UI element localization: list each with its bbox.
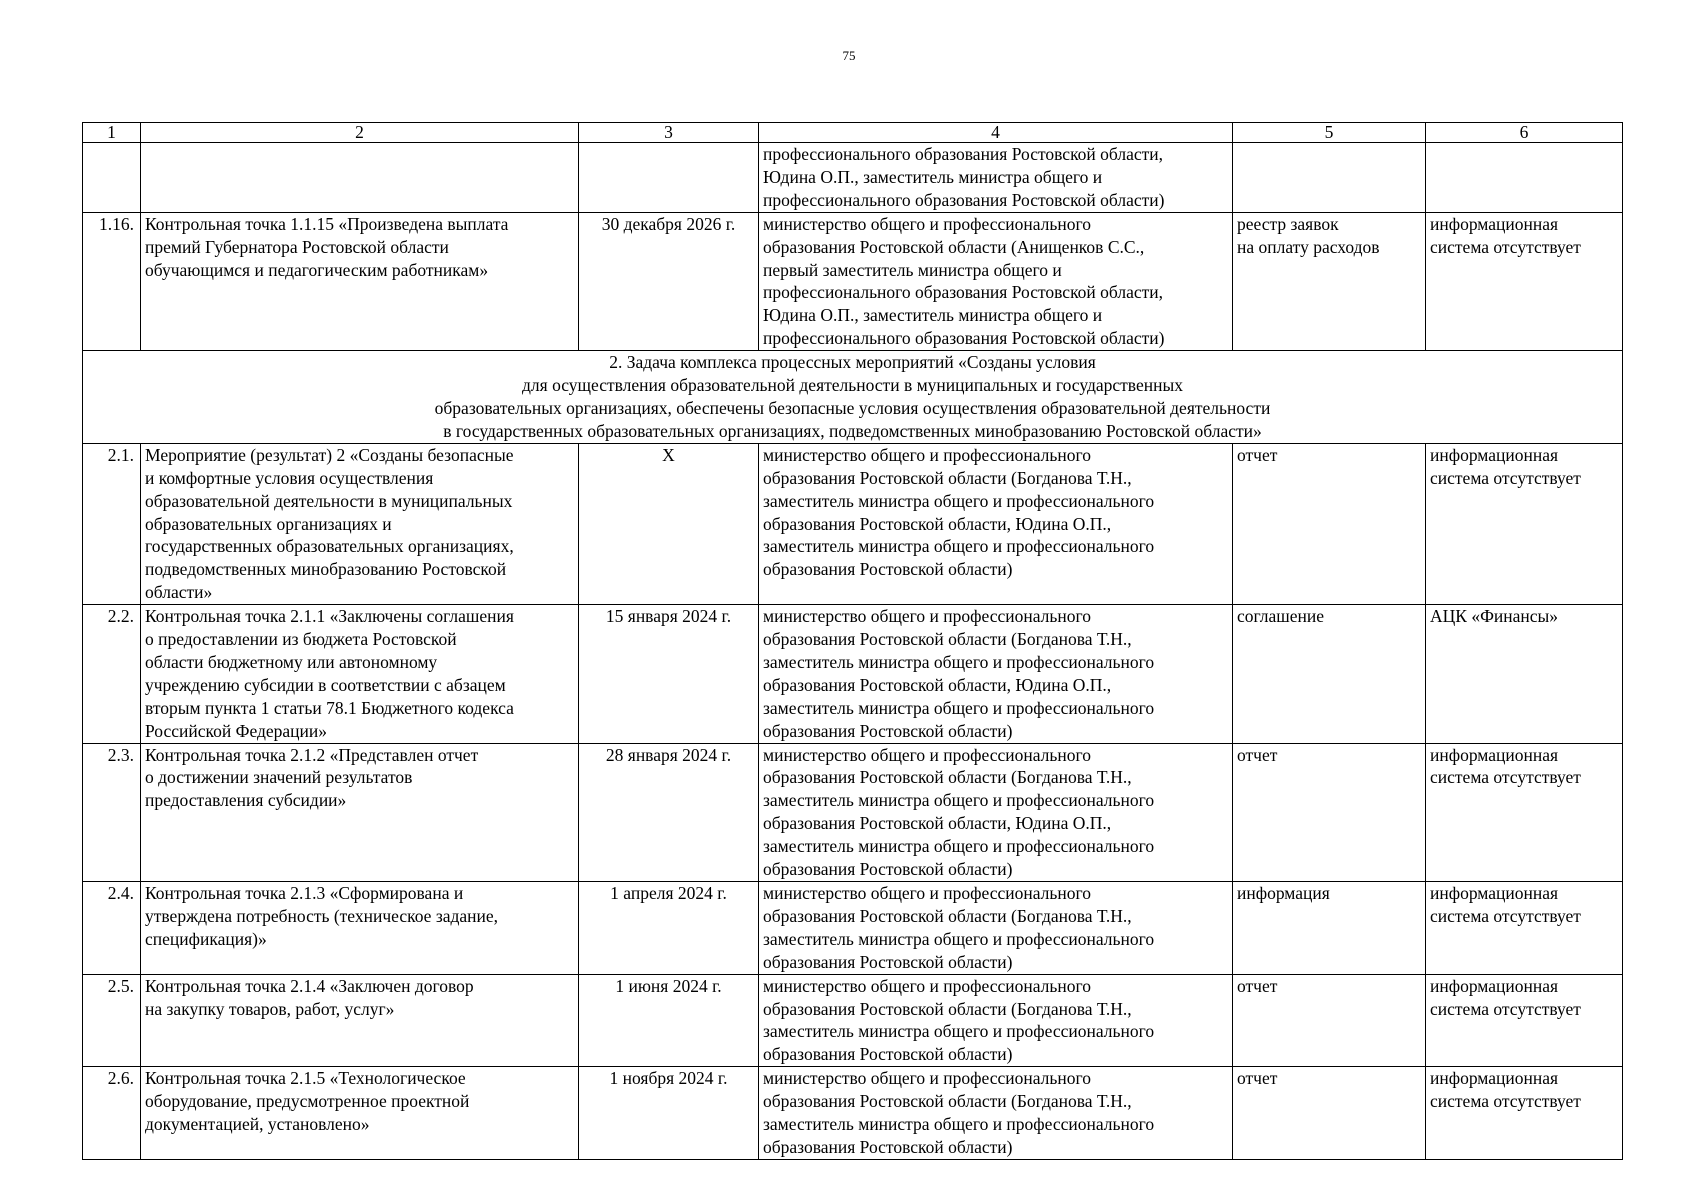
row-name <box>141 143 579 213</box>
row-number: 2.2. <box>83 605 141 743</box>
row-responsible: министерство общего и профессионального образования Ростовской области (Богданова Т.Н., заместитель министра общего и профессионального образования Ростовской области, Юдина О.П., заместитель министра общего и профессионального образования Ростовской области) <box>759 443 1233 604</box>
plan-table <box>82 122 1623 1160</box>
table-row-2-3 <box>83 743 1623 881</box>
row-responsible: министерство общего и профессионального образования Ростовской области (Богданова Т.Н., заместитель министра общего и профессионального образования Ростовской области) <box>759 882 1233 975</box>
row-date: 30 декабря 2026 г. <box>579 212 759 350</box>
row-name: Контрольная точка 1.1.15 «Произведена выплата премий Губернатора Ростовской области обучающимся и педагогическим работникам» <box>141 212 579 350</box>
column-number-1: 1 <box>83 123 141 143</box>
row-date: 1 ноября 2024 г. <box>579 1067 759 1160</box>
row-document: отчет <box>1233 974 1426 1067</box>
row-document: отчет <box>1233 443 1426 604</box>
row-document <box>1233 143 1426 213</box>
row-name: Мероприятие (результат) 2 «Созданы безопасные и комфортные условия осуществления образовательной деятельности в муниципальных образовательных организациях и государственных образовательных организациях, подведомственных минобразованию Ростовской области» <box>141 443 579 604</box>
row-document: соглашение <box>1233 605 1426 743</box>
row-system: информационная система отсутствует <box>1426 1067 1623 1160</box>
table-row-2-4 <box>83 882 1623 975</box>
row-system: информационная система отсутствует <box>1426 212 1623 350</box>
row-date: 28 января 2024 г. <box>579 743 759 881</box>
row-date <box>579 143 759 213</box>
row-date: X <box>579 443 759 604</box>
row-number: 2.4. <box>83 882 141 975</box>
column-number-6: 6 <box>1426 123 1623 143</box>
row-number: 2.5. <box>83 974 141 1067</box>
row-responsible: профессионального образования Ростовской области, Юдина О.П., заместитель министра общего и профессионального образования Ростовской области) <box>759 143 1233 213</box>
row-system: информационная система отсутствует <box>1426 743 1623 881</box>
row-document: отчет <box>1233 1067 1426 1160</box>
row-number: 2.1. <box>83 443 141 604</box>
row-document: отчет <box>1233 743 1426 881</box>
row-responsible: министерство общего и профессионального образования Ростовской области (Анищенков С.С., первый заместитель министра общего и профессионального образования Ростовской области, Юдина О.П., заместитель министра общего и профессионального образования Ростовской области) <box>759 212 1233 350</box>
row-system: АЦК «Финансы» <box>1426 605 1623 743</box>
row-responsible: министерство общего и профессионального образования Ростовской области (Богданова Т.Н., заместитель министра общего и профессионального образования Ростовской области, Юдина О.П., заместитель министра общего и профессионального образования Ростовской области) <box>759 605 1233 743</box>
table-row-1-16 <box>83 212 1623 350</box>
row-date: 15 января 2024 г. <box>579 605 759 743</box>
row-name: Контрольная точка 2.1.2 «Представлен отчет о достижении значений результатов предоставления субсидии» <box>141 743 579 881</box>
row-responsible: министерство общего и профессионального образования Ростовской области (Богданова Т.Н., заместитель министра общего и профессионального образования Ростовской области, Юдина О.П., заместитель министра общего и профессионального образования Ростовской области) <box>759 743 1233 881</box>
row-number: 1.16. <box>83 212 141 350</box>
row-document: информация <box>1233 882 1426 975</box>
row-date: 1 июня 2024 г. <box>579 974 759 1067</box>
row-name: Контрольная точка 2.1.1 «Заключены соглашения о предоставлении из бюджета Ростовской области бюджетному или автономному учреждению субсидии в соответствии с абзацем вторым пункта 1 статьи 78.1 Бюджетного кодекса Российской Федерации» <box>141 605 579 743</box>
table-row-continuation <box>83 143 1623 213</box>
table-row-2-6 <box>83 1067 1623 1160</box>
row-system: информационная система отсутствует <box>1426 974 1623 1067</box>
row-date: 1 апреля 2024 г. <box>579 882 759 975</box>
section-2-title: 2. Задача комплекса процессных мероприятий «Созданы условия для осуществления образовательной деятельности в муниципальных и государственных образовательных организациях, обеспечены безопасные условия осуществления образовательной деятельности в государственных образовательных организациях, подведомственных минобразованию Ростовской области» <box>83 351 1623 444</box>
section-heading-row <box>83 351 1623 444</box>
column-number-row <box>83 123 1623 143</box>
row-responsible: министерство общего и профессионального образования Ростовской области (Богданова Т.Н., заместитель министра общего и профессионального образования Ростовской области) <box>759 974 1233 1067</box>
row-name: Контрольная точка 2.1.5 «Технологическое оборудование, предусмотренное проектной документацией, установлено» <box>141 1067 579 1160</box>
row-responsible: министерство общего и профессионального образования Ростовской области (Богданова Т.Н., заместитель министра общего и профессионального образования Ростовской области) <box>759 1067 1233 1160</box>
row-document: реестр заявок на оплату расходов <box>1233 212 1426 350</box>
column-number-4: 4 <box>759 123 1233 143</box>
table-row-2-2 <box>83 605 1623 743</box>
row-system <box>1426 143 1623 213</box>
table-row-2-1 <box>83 443 1623 604</box>
row-name: Контрольная точка 2.1.4 «Заключен договор на закупку товаров, работ, услуг» <box>141 974 579 1067</box>
row-system: информационная система отсутствует <box>1426 443 1623 604</box>
row-name: Контрольная точка 2.1.3 «Сформирована и утверждена потребность (техническое задание, спецификация)» <box>141 882 579 975</box>
row-number: 2.6. <box>83 1067 141 1160</box>
row-system: информационная система отсутствует <box>1426 882 1623 975</box>
row-number <box>83 143 141 213</box>
column-number-3: 3 <box>579 123 759 143</box>
column-number-2: 2 <box>141 123 579 143</box>
table-row-2-5 <box>83 974 1623 1067</box>
column-number-5: 5 <box>1233 123 1426 143</box>
page-number: 75 <box>842 48 856 63</box>
row-number: 2.3. <box>83 743 141 881</box>
